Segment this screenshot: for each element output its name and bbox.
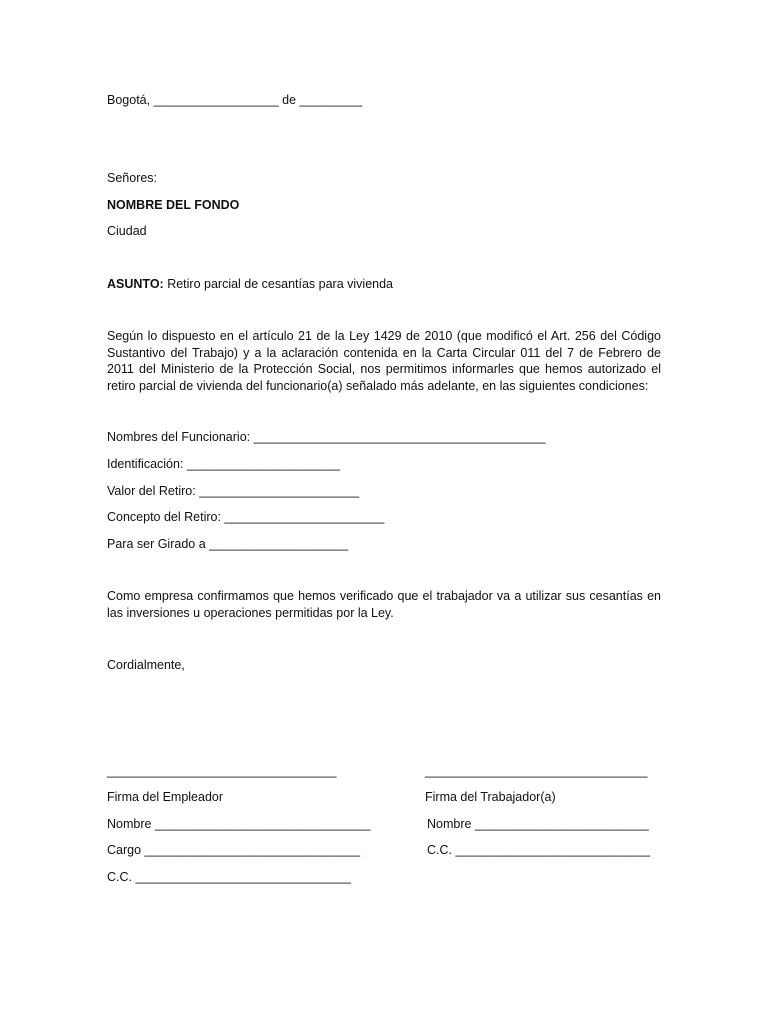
employer-cc-field: C.C. _______________________________: [107, 870, 351, 884]
subject-line: [107, 276, 393, 292]
closing: Cordialmente,: [107, 658, 185, 672]
worker-signature-line: ________________________________: [425, 764, 648, 778]
place-date-line: Bogotá, __________________ de _________: [107, 93, 363, 107]
field-girado: Para ser Girado a ____________________: [107, 537, 349, 551]
field-valor: Valor del Retiro: _______________________: [107, 484, 360, 498]
subject-label: ASUNTO:: [107, 277, 164, 291]
employer-name-field: Nombre _______________________________: [107, 817, 371, 831]
field-identificacion: Identificación: ______________________: [107, 457, 340, 471]
city: Ciudad: [107, 224, 147, 238]
employer-cargo-field: Cargo _______________________________: [107, 843, 361, 857]
field-funcionario: Nombres del Funcionario: __________________________________________: [107, 430, 546, 444]
worker-name-field: Nombre _________________________: [427, 817, 649, 831]
body-paragraph-2: Como empresa confirmamos que hemos verificado que el trabajador va a utilizar sus cesantías en las inversiones u operaciones permitidas por la Ley.: [107, 589, 661, 620]
subject-text: Retiro parcial de cesantías para vivienda: [163, 277, 394, 291]
worker-cc-field: C.C. ____________________________: [427, 843, 651, 857]
fund-name: NOMBRE DEL FONDO: [107, 198, 240, 212]
employer-signature-line: _________________________________: [107, 764, 337, 778]
employer-signature-title: Firma del Empleador: [107, 790, 224, 804]
field-concepto: Concepto del Retiro: _______________________: [107, 510, 385, 524]
worker-signature-title: Firma del Trabajador(a): [425, 790, 556, 804]
salutation: Señores:: [107, 171, 158, 185]
body-paragraph-1: Según lo dispuesto en el artículo 21 de la Ley 1429 de 2010 (que modificó el Art. 256 del Código Sustantivo del Trabajo) y a la aclaración contenida en la Carta Circular 011 del 7 de Febrero de 2011 del Ministerio de la Protección Social, nos permitimos informarles que hemos autorizado el retiro parcial de vivienda del funcionario(a) señalado más adelante, en las siguientes condiciones:: [107, 329, 661, 393]
